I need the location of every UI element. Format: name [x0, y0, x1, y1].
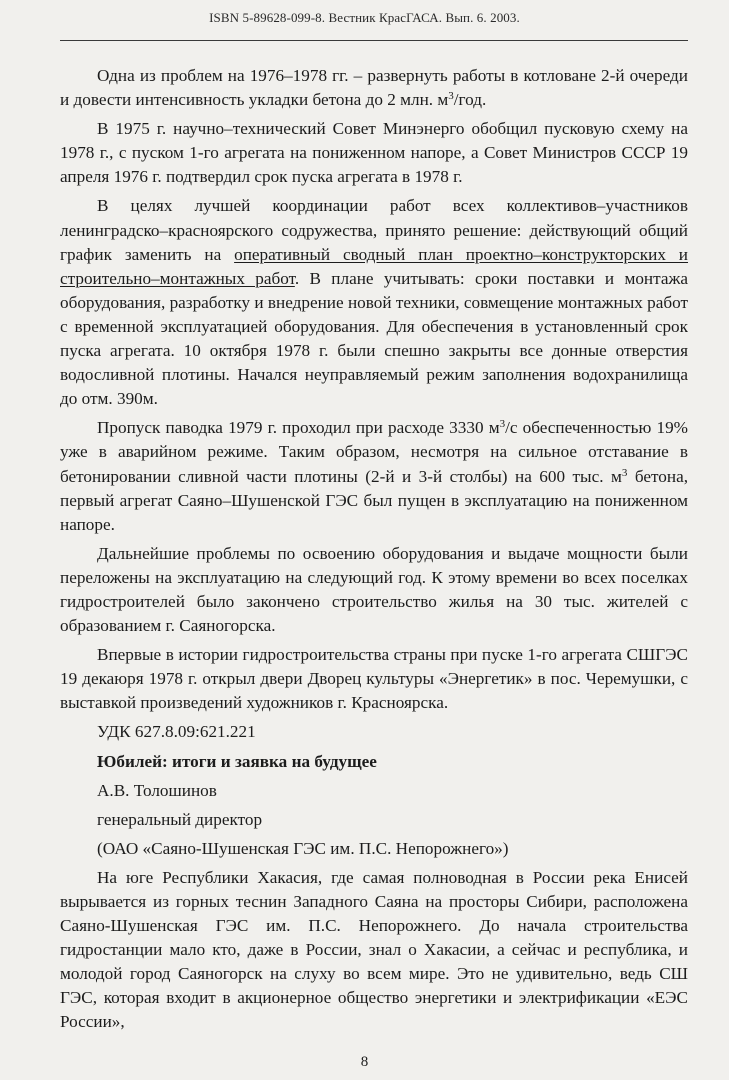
paragraph: Дальнейшие проблемы по освоению оборудования и выдаче мощности были переложены на эксплуатацию на следующий год. К этому времени во всех поселках гидростроителей было закончено строительство жилья на 30 тыс. жителей с образованием г. Саяногорска. — [60, 543, 688, 636]
header-rule — [60, 40, 688, 41]
page-body — [60, 64, 688, 1040]
underlined-phrase: оперативный сводный план проектно–конструкторских и строительно–монтажных работ — [60, 244, 689, 288]
page-number: 8 — [360, 1054, 369, 1070]
article-author: А.В. Толошинов — [97, 780, 217, 800]
author-position: генеральный директор — [97, 809, 263, 829]
paragraph: Впервые в истории гидростроительства страны при пуске 1-го агрегата СШГЭС 19 декаюря 1978 г. открыл двери Дворец культуры «Энергетик» в пос. Черемушки, с выставкой произведений художников г. Красноярска. — [60, 645, 688, 713]
paragraph: Пропуск паводка 1979 г. проходил при расходе 3330 $м^3/с$ обеспеченностью 19% уже в аварийном режиме. Таким образом, несмотря на сильное отставание в бетонировании сливной части плотины (2-й и 3-й столбы) на 600 тыс. $м^3$ бетона, первый агрегат Саяно–Шушенской ГЭС был пущен в эксплуатацию на пониженном напоре. — [60, 418, 689, 534]
paragraph: Одна из проблем на 1976–1978 гг. – развернуть работы в котловане 2-й очереди и довести интенсивность укладки бетона до 2 млн. $м^3$/год. — [60, 66, 688, 110]
paragraph: В целях лучшей координации работ всех коллективов–участников ленинградско–красноярского содружества, принято решение: действующий общий график заменить на оперативный сводный план проектно–конструкторских и строительно–монтажных работ. В плане учитывать: сроки поставки и монтажа оборудования, разработку и внедрение новой техники, совмещение монтажных работ с временной эксплуатацией оборудования. Для обеспечения в установленный срок пуска агрегата. 10 октября 1978 г. были спешно закрыты все донные отверстия водосливной плотины. Начался неуправляемый режим заполнения водохранилища до отм. 390м. — [60, 196, 689, 409]
paragraph: В 1975 г. научно–технический Совет Минэнерго обобщил пусковую схему на 1978 г., с пуском 1-го агрегата на пониженном напоре, а Совет Министров СССР 19 апреля 1976 г. подтвердил срок пуска агрегата в 1978 г. — [60, 119, 688, 187]
paragraph: На юге Республики Хакасия, где самая полноводная в России река Енисей вырывается из горных теснин Западного Саяна на просторы Сибири, расположена Саяно-Шушенская ГЭС им. П.С. Непорожнего. До начала строительства гидростанции мало кто, даже в России, знал о Хакасии, а сейчас и республика, и молодой город Саяногорск на слуху во всем мире. Это не удивительно, ведь СШ ГЭС, которая входит в акционерное общество энергетики и электрификации «ЕЭС России», — [60, 867, 688, 1032]
running-header: ISBN 5-89628-099-8. Вестник КрасГАСА. Вып. 6. 2003. — [209, 10, 520, 25]
author-organization: (ОАО «Саяно-Шушенская ГЭС им. П.С. Непорожнего») — [97, 838, 509, 858]
article-title: Юбилей: итоги и заявка на будущее — [97, 751, 377, 771]
udk-code: УДК 627.8.09:621.221 — [97, 722, 256, 742]
